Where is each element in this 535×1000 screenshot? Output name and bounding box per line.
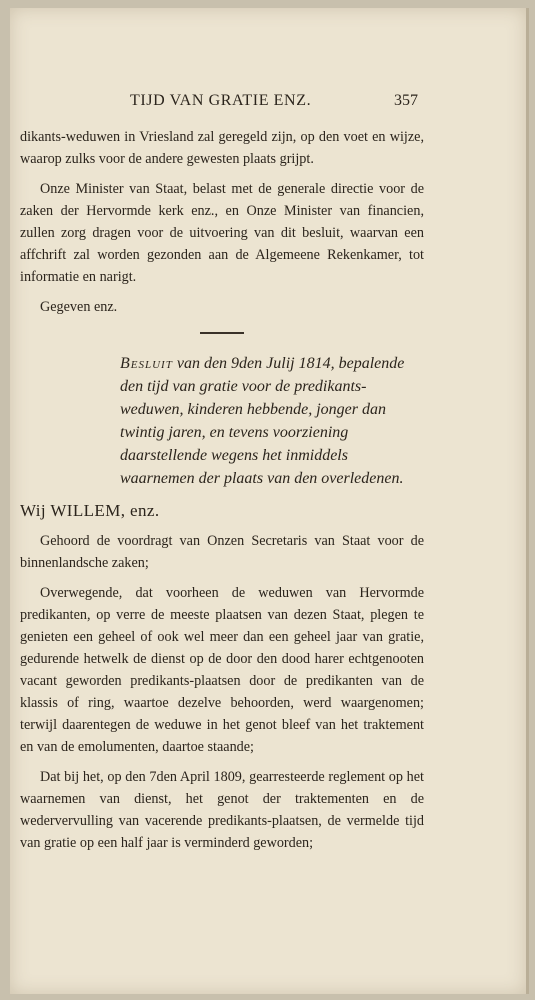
book-page [10,8,529,994]
running-header [10,92,526,116]
running-title: TIJD VAN GRATIE ENZ. [130,92,312,109]
page-body [20,126,424,862]
page-number: 357 [394,92,418,109]
decree-description: van den 9den Julij 1814, bepalende den tijd van gratie voor de predikants-weduwen, kinderen hebbende, jonger dan twintig jaren, en tevens voorziening daarstellende wegens het inmiddels waarnemen der plaats van den overledenen. [120,355,405,487]
paragraph-2: Onze Minister van Staat, belast met de generale directie voor de zaken der Hervormde kerk enz., en Onze Minister van financien, zullen zorg dragen voor de uitvoering van dit besluit, waarvan een affchrift zal worden gezonden aan de Algemeene Rekenkamer, tot informatie en narigt. [20,181,424,285]
wij-willem-heading: Wij WILLEM, enz. [20,501,160,520]
decree-head-word: Besluit [120,355,173,372]
decree-heading [120,352,422,490]
section-divider [200,332,244,334]
paragraph-5: Overwegende, dat voorheen de weduwen van Hervormde predikanten, op verre de meeste plaatsen van dezen Staat, plegen te genieten een geheel of ook wel meer dan een geheel jaar van gratie, gedurende hetwelk de dienst op de door den dood harer echtgenooten vacant geworden predikants-plaatsen door de predikanten van de klassis of ring, waartoe dezelve behoorden, werd waargenomen; terwijl daarentegen de weduwe in het genot bleef van het traktement en van de emolumenten, daartoe staande; [20,585,424,755]
paragraph-4: Gehoord de voordragt van Onzen Secretaris van Staat voor de binnenlandsche zaken; [20,533,424,571]
paragraph-1: dikants-weduwen in Vriesland zal geregeld zijn, op den voet en wijze, waarop zulks voor de andere gewesten plaats grijpt. [20,129,424,167]
paragraph-3: Gegeven enz. [40,299,118,315]
paragraph-6: Dat bij het, op den 7den April 1809, gearresteerde reglement op het waarnemen van dienst, het genot der traktementen en de wedervervulling van vacerende predikants-plaatsen, de vermelde tijd van gratie op een half jaar is verminderd geworden; [20,769,424,851]
